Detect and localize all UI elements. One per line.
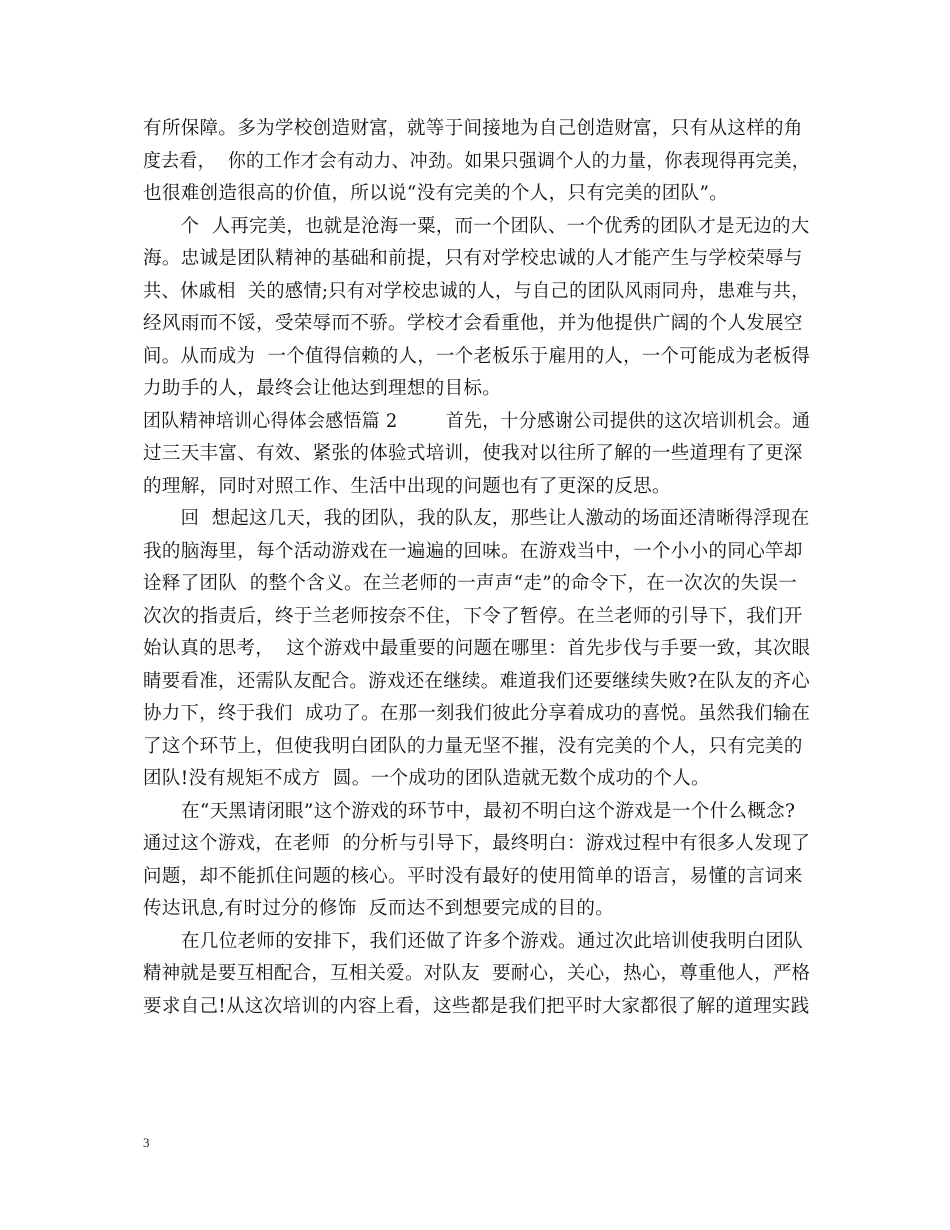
text-line: 要求自己!从这次培训的内容上看，这些都是我们把平时大家都很了解的道理实践 [143, 995, 810, 1017]
text-line: 了这个环节上，但使我明白团队的力量无坚不摧，没有完美的个人，只有完美的 [143, 735, 803, 757]
text-line: 经风雨而不馁，受荣辱而不骄。学校才会看重他，并为他提供广阔的个人发展空 [143, 313, 803, 334]
paragraph [143, 406, 810, 504]
paragraph [143, 503, 810, 796]
text-line: 间。从而成为 一个值得信赖的人，一个老板乐于雇用的人，一个可能成为老板得 [143, 345, 811, 367]
text-line: 海。忠诚是团队精神的基础和前提，只有对学校忠诚的人才能产生与学校荣辱与 [143, 248, 803, 269]
text-line: 次次的指责后，终于兰老师按奈不住，下令了暂停。在兰老师的引导下，我们开 [143, 605, 803, 627]
text-line: 传达讯息,有时过分的修饰 反而达不到想要完成的目的。 [143, 898, 615, 919]
text-line: 睛要看准，还需队友配合。游戏还在继续。难道我们还要继续失败?在队友的齐心 [143, 670, 811, 692]
text-line: 度去看， 你的工作才会有动力、冲劲。如果只强调个人的力量，你表现得再完美， [143, 150, 811, 172]
text-line: 力助手的人，最终会让他达到理想的目标。 [143, 378, 502, 399]
text-line: 精神就是要互相配合，互相关爱。对队友 要耐心，关心，热心，尊重他人，严格 [143, 963, 811, 984]
text-line: 协力下，终于我们 成功了。在那一刻我们彼此分享着成功的喜悦。虽然我们输在 [143, 703, 811, 724]
text-line: 始认真的思考， 这个游戏中最重要的问题在哪里：首先步伐与手要一致，其次眼 [143, 638, 811, 659]
text-line: 我的脑海里，每个活动游戏在一遍遍的回味。在游戏当中，一个小小的同心竿却 [143, 540, 803, 562]
text-line: 个 人再完美，也就是沧海一粟，而一个团队、一个优秀的团队才是无边的大 [180, 215, 810, 237]
page-number: 3 [143, 1135, 150, 1150]
text-line: 诠释了团队 的整个含义。在兰老师的一声声“走”的命令下，在一次次的失误一 [143, 573, 798, 594]
text-line: 团队!没有规矩不成方 圆。一个成功的团队造就无数个成功的个人。 [143, 768, 710, 789]
paragraph [143, 113, 810, 211]
paragraph [143, 211, 810, 406]
paragraph [143, 796, 810, 926]
text-line: 也很难创造很高的价值，所以说“没有完美的个人，只有完美的团队”。 [143, 183, 729, 204]
text-line: 团队精神培训心得体会感悟篇 2 首先，十分感谢公司提供的这次培训机会。通 [143, 410, 811, 432]
paragraph [143, 926, 810, 1024]
text-line: 有所保障。多为学校创造财富，就等于间接地为自己创造财富，只有从这样的角 [143, 118, 803, 139]
text-line: 在几位老师的安排下，我们还做了许多个游戏。通过次此培训使我明白团队 [181, 930, 804, 952]
text-line: 共、休戚相 关的感情;只有对学校忠诚的人，与自己的团队风雨同舟，患难与共， [143, 280, 810, 302]
text-line: 回 想起这几天，我的团队，我的队友，那些让人激动的场面还清晰得浮现在 [180, 508, 810, 529]
text-line: 在“天黑请闭眼”这个游戏的环节中，最初不明白这个游戏是一个什么概念? [181, 800, 796, 822]
text-line: 过三天丰富、有效、紧张的体验式培训，使我对以往所了解的一些道理有了更深 [143, 443, 803, 464]
text-line: 的理解，同时对照工作、生活中出现的问题也有了更深的反思。 [143, 475, 671, 497]
text-line: 问题，却不能抓住问题的核心。平时没有最好的使用简单的语言，易懂的言词来 [143, 865, 803, 887]
text-line: 通过这个游戏，在老师 的分析与引导下，最终明白：游戏过程中有很多人发现了 [143, 833, 811, 854]
document-body [143, 113, 810, 1023]
